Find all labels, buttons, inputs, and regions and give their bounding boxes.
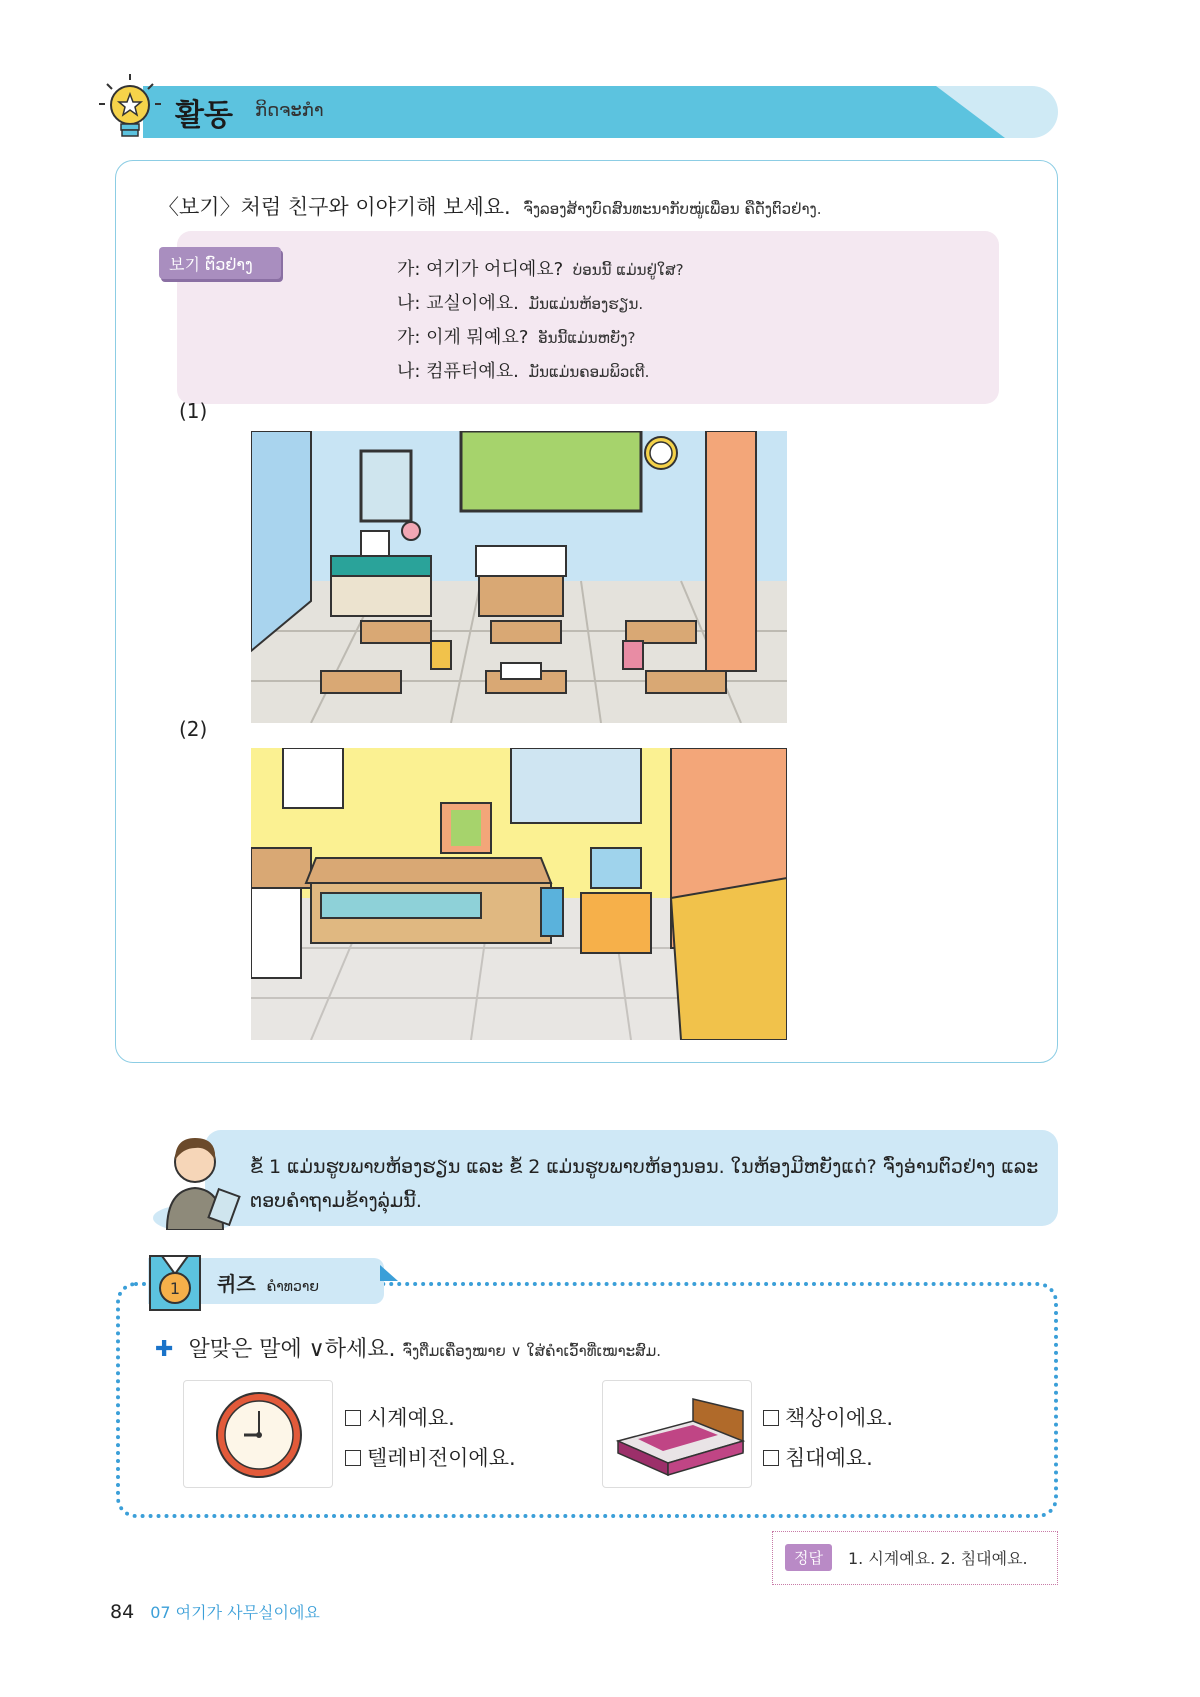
activity-title: 활동 bbox=[175, 98, 233, 133]
teacher-icon bbox=[145, 1120, 245, 1230]
page-footer bbox=[110, 1600, 320, 1623]
note-text: ຂໍ້ 1 ແມ່ນຮູບພາບຫ້ອງຮຽນ ແລະ ຂໍ້ 2 ແມ່ນຮູບພາບຫ້ອງນອນ. ໃນຫ້ອງມີຫຍັງແດ່? ຈົ່ງອ່ານຕົວຢ່າງ ແລະ ຕອບຄຳຖາມຂ້າງລຸ່ມນີ້. bbox=[250, 1156, 1039, 1212]
dialogue-korean: 나: 교실이에요. bbox=[397, 293, 519, 314]
dialogue-line bbox=[397, 355, 684, 389]
dialogue-korean: 가: 여기가 어디예요? bbox=[397, 259, 564, 280]
quiz-title-lao: ຄຳທວາຍ bbox=[266, 1279, 319, 1295]
answer-box bbox=[772, 1531, 1058, 1585]
quiz-image-clock bbox=[183, 1380, 333, 1488]
checkbox[interactable] bbox=[345, 1410, 361, 1426]
medal-number: 1 bbox=[169, 1279, 181, 1298]
dialogue-lao: ບ່ອນນີ້ ແມ່ນຢູ່ໃສ? bbox=[572, 261, 684, 279]
example-tag: 보기 ຕົວຢ່າງ bbox=[159, 247, 281, 279]
medal-icon bbox=[148, 1254, 202, 1312]
checkbox[interactable] bbox=[763, 1410, 779, 1426]
dialogue-line bbox=[397, 321, 684, 355]
picture-label-2: (2) bbox=[179, 717, 208, 741]
quiz-option[interactable] bbox=[763, 1402, 893, 1432]
quiz-instruction bbox=[155, 1332, 661, 1363]
activity-subtitle: ກິດຈະກຳ bbox=[255, 100, 324, 121]
picture-label-1: (1) bbox=[179, 399, 208, 423]
chapter-title: 07 여기가 사무실이에요 bbox=[150, 1603, 320, 1622]
bed-icon bbox=[603, 1381, 753, 1489]
bedroom-illustration bbox=[251, 748, 787, 1040]
quiz-image-bed bbox=[602, 1380, 752, 1488]
instruction-korean: 〈보기〉처럼 친구와 이야기해 보세요. bbox=[158, 195, 511, 219]
plus-icon: ✚ bbox=[155, 1337, 174, 1362]
classroom-illustration bbox=[251, 431, 787, 723]
dialogue-lao: ອັນນີ້ແມ່ນຫຍັງ? bbox=[538, 329, 636, 347]
checkbox[interactable] bbox=[345, 1450, 361, 1466]
quiz-instruction-lao: ຈົ່ງຕື່ມເຄື່ອງໝາຍ ∨ ໃສ່ຄຳເວົ້າທີ່ເໝາະສົມ. bbox=[402, 1342, 662, 1360]
dialogue-lao: ມັນແມ່ນຫ້ອງຮຽນ. bbox=[528, 295, 644, 313]
quiz-title-korean: 퀴즈 bbox=[217, 1272, 256, 1296]
example-dialogue bbox=[397, 253, 684, 389]
lightbulb-icon bbox=[95, 72, 165, 142]
option-label: 텔레비전이에요. bbox=[367, 1446, 516, 1470]
dialogue-korean: 나: 컴퓨터예요. bbox=[397, 361, 519, 382]
option-label: 침대예요. bbox=[785, 1446, 873, 1470]
example-panel bbox=[169, 231, 999, 404]
answer-tag: 정답 bbox=[785, 1544, 832, 1571]
activity-header bbox=[95, 72, 1058, 142]
quiz-title bbox=[217, 1268, 319, 1297]
answer-text: 1. 시계예요. 2. 침대예요. bbox=[848, 1549, 1028, 1568]
dialogue-korean: 가: 이게 뭐예요? bbox=[397, 327, 529, 348]
quiz-instruction-korean: 알맞은 말에 ∨하세요. bbox=[188, 1337, 396, 1362]
option-label: 책상이에요. bbox=[785, 1406, 894, 1430]
quiz-tab-tip bbox=[380, 1265, 398, 1281]
instruction-lao: ຈົ່ງລອງສ້າງບົດສົນທະນາກັບໝູ່ເພື່ອນ ຄືດັ່ງຕົວຢ່າງ. bbox=[523, 200, 822, 218]
teacher-note bbox=[145, 1120, 1058, 1230]
clock-icon bbox=[184, 1381, 334, 1489]
dialogue-lao: ມັນແມ່ນຄອມພິວເຕີ. bbox=[528, 363, 650, 381]
dialogue-line bbox=[397, 253, 684, 287]
quiz-option[interactable] bbox=[763, 1442, 873, 1472]
quiz-option[interactable] bbox=[345, 1442, 516, 1472]
quiz-option[interactable] bbox=[345, 1402, 455, 1432]
checkbox[interactable] bbox=[763, 1450, 779, 1466]
activity-instruction bbox=[158, 191, 822, 221]
dialogue-line bbox=[397, 287, 684, 321]
option-label: 시계예요. bbox=[367, 1406, 455, 1430]
page-number: 84 bbox=[110, 1601, 135, 1623]
activity-box bbox=[115, 160, 1058, 1063]
